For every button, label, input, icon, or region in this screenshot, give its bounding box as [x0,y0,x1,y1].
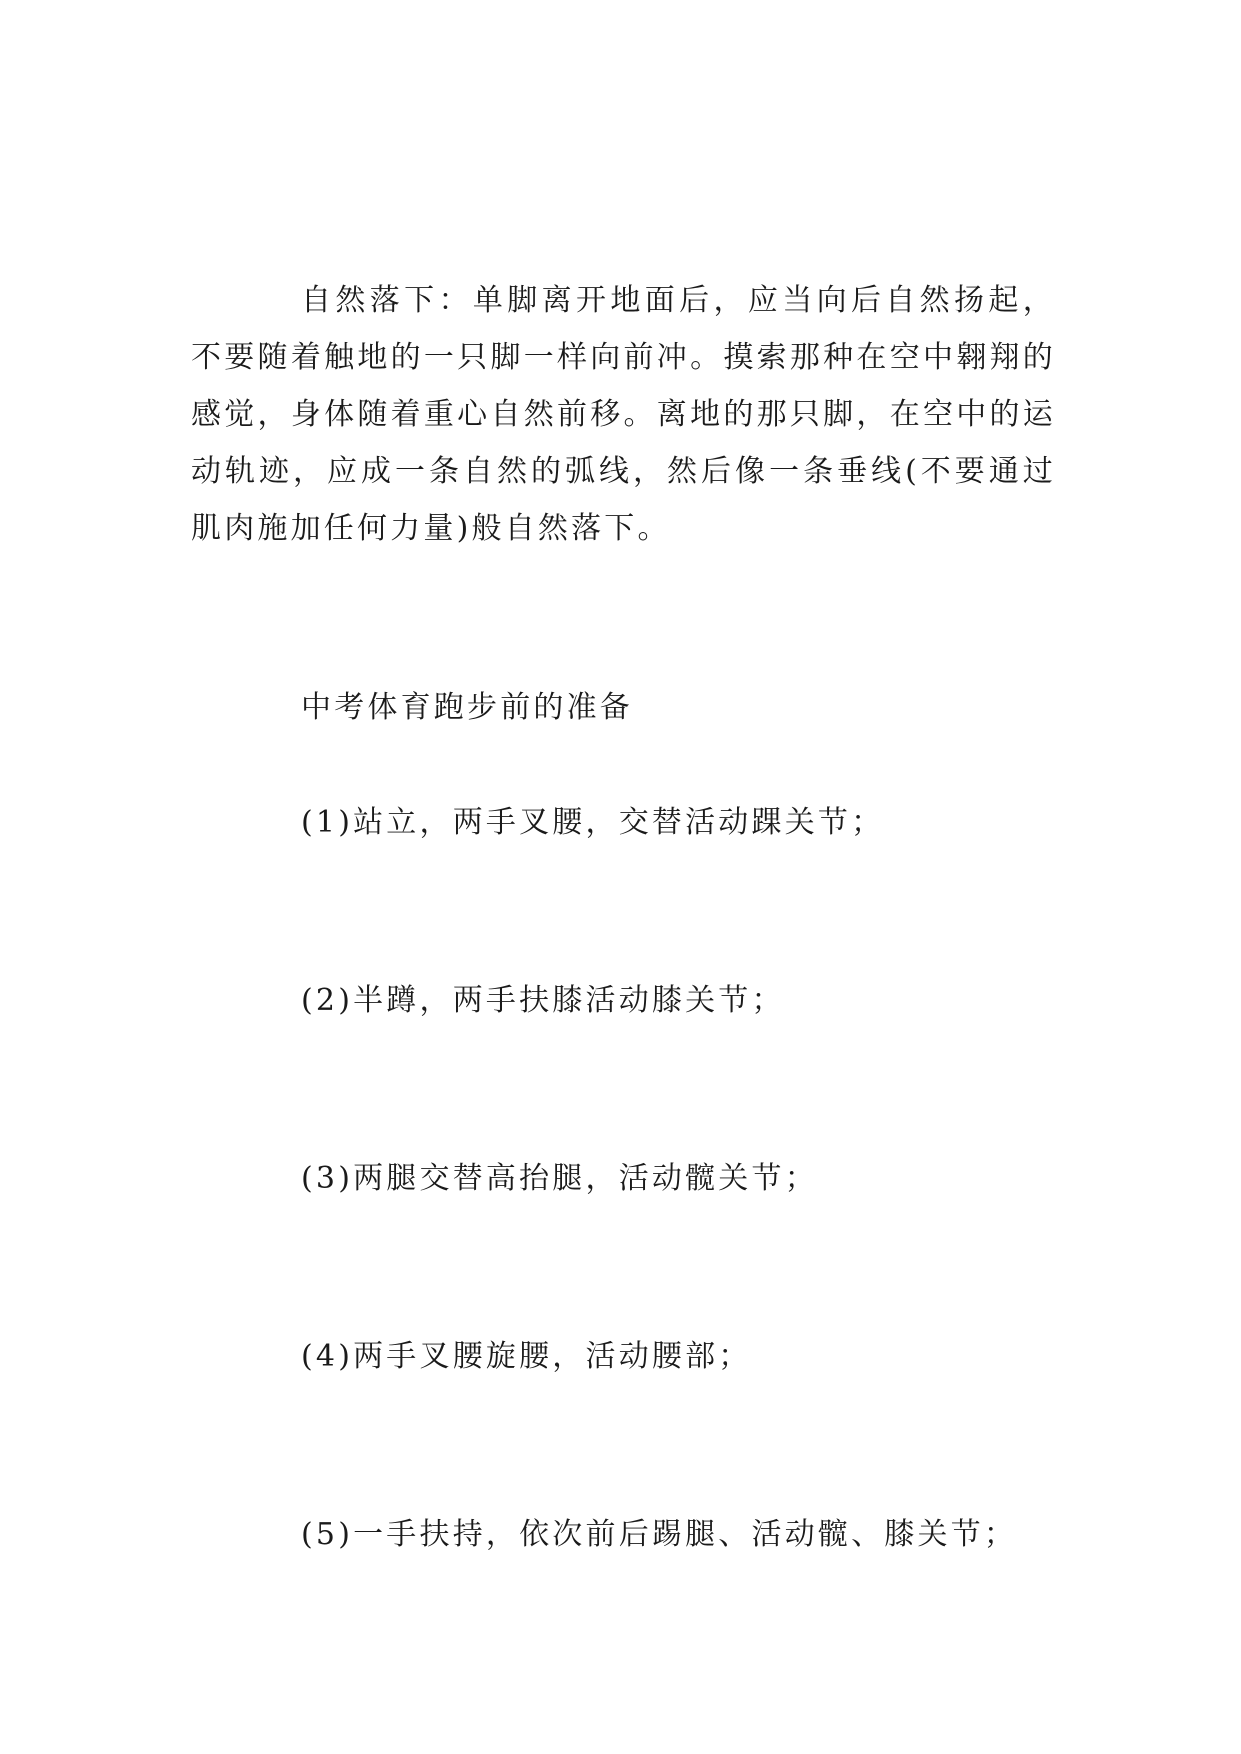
list-item: (1)站立，两手叉腰，交替活动踝关节； [301,805,885,840]
list-item: (5)一手扶持，依次前后踢腿、活动髋、膝关节； [301,1517,1018,1552]
list-item: (2)半蹲，两手扶膝活动膝关节； [301,983,785,1018]
section-heading: 中考体育跑步前的准备 [301,690,633,725]
list-item: (4)两手叉腰旋腰，活动腰部； [301,1339,752,1374]
list-item: (3)两腿交替高抬腿，活动髋关节； [301,1161,818,1196]
body-paragraph: 自然落下：单脚离开地面后，应当向后自然扬起，不要随着触地的一只脚一样向前冲。摸索那种在空中翱翔的感觉，身体随着重心自然前移。离地的那只脚，在空中的运动轨迹，应成一条自然的弧线，然后像一条垂线(不要通过肌肉施加任何力量)般自然落下。 [191,283,1056,546]
